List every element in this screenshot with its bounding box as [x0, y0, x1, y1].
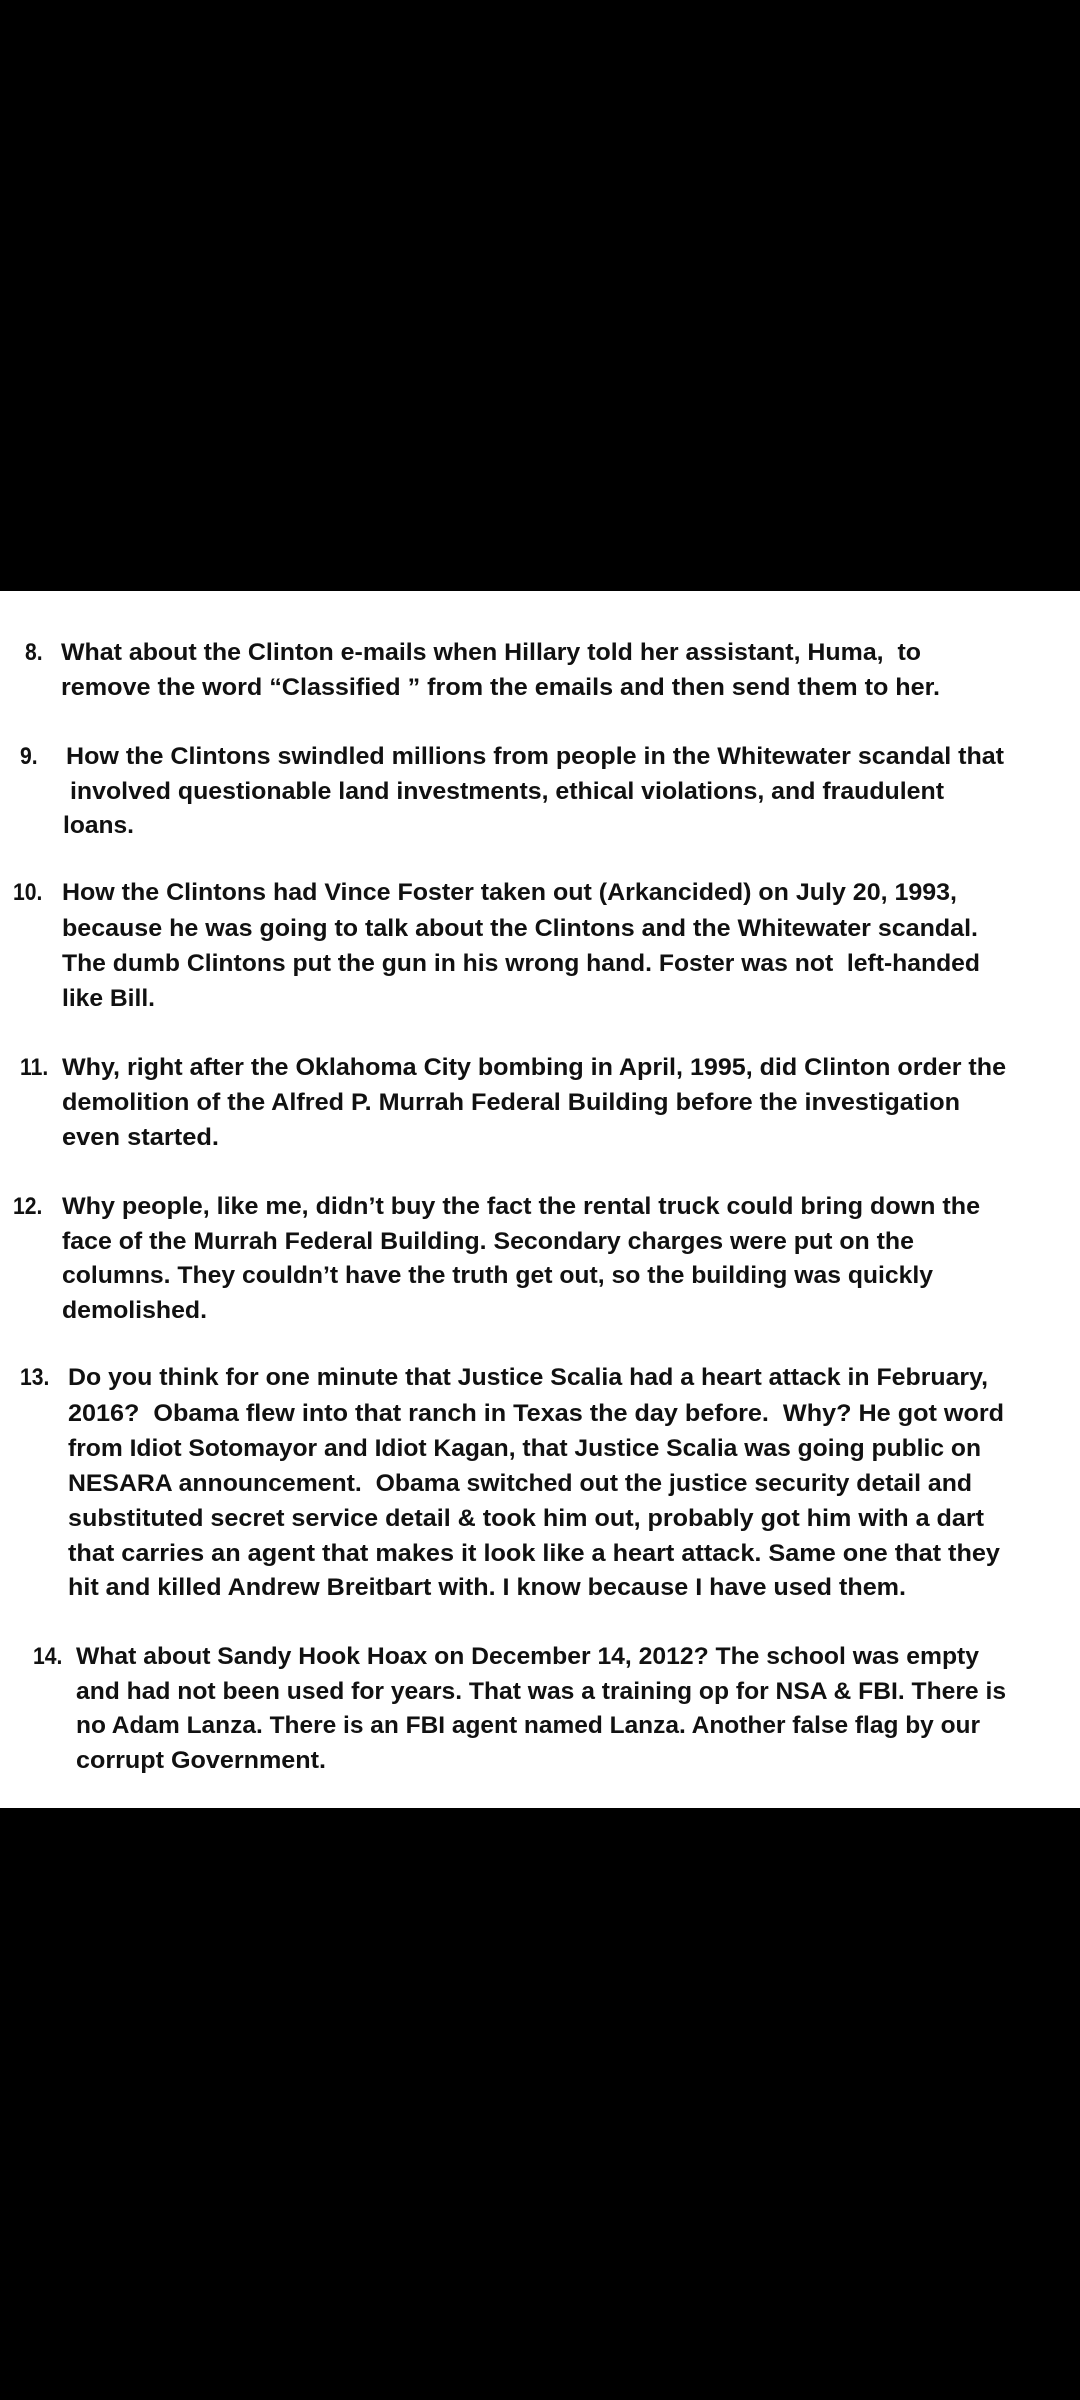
item-text-line: involved questionable land investments, ethical violations, and fraudulent — [70, 778, 945, 805]
bottom-black-area — [0, 1808, 1080, 2400]
item-text-line: loans. — [63, 812, 135, 839]
item-text-line: remove the word “Classified ” from the emails and then send them to her. — [61, 674, 941, 701]
item-number: 11. — [20, 1054, 49, 1081]
item-text-line: corrupt Government. — [76, 1747, 326, 1774]
item-text-line: like Bill. — [62, 985, 155, 1012]
document-page — [0, 591, 1080, 1808]
item-text-line: demolition of the Alfred P. Murrah Federal Building before the investigation — [62, 1089, 961, 1116]
item-text-line: demolished. — [62, 1297, 208, 1324]
item-number: 14. — [33, 1643, 63, 1670]
item-text-line: 2016? Obama flew into that ranch in Texas the day before. Why? He got word — [68, 1400, 1005, 1427]
item-text-line: Why people, like me, didn’t buy the fact the rental truck could bring down the — [62, 1193, 981, 1220]
item-number: 9. — [20, 743, 38, 770]
item-text-line: The dumb Clintons put the gun in his wrong hand. Foster was not left-handed — [62, 950, 981, 977]
item-number: 8. — [25, 639, 43, 666]
item-text-line: that carries an agent that makes it look like a heart attack. Same one that they — [68, 1540, 1000, 1567]
item-number: 13. — [20, 1364, 50, 1391]
item-text-line: and had not been used for years. That was a training op for NSA & FBI. There is — [76, 1678, 1007, 1705]
item-text-line: no Adam Lanza. There is an FBI agent named Lanza. Another false flag by our — [76, 1712, 981, 1739]
item-text-line: because he was going to talk about the Clintons and the Whitewater scandal. — [62, 915, 978, 942]
item-number: 10. — [13, 879, 43, 906]
item-text-line: What about Sandy Hook Hoax on December 14, 2012? The school was empty — [76, 1643, 980, 1670]
item-text-line: Why, right after the Oklahoma City bombing in April, 1995, did Clinton order the — [62, 1054, 1007, 1081]
item-text-line: from Idiot Sotomayor and Idiot Kagan, that Justice Scalia was going public on — [68, 1435, 982, 1462]
item-text-line: even started. — [62, 1124, 220, 1151]
item-text-line: What about the Clinton e-mails when Hillary told her assistant, Huma, to — [61, 639, 921, 666]
item-text-line: hit and killed Andrew Breitbart with. I know because I have used them. — [68, 1574, 907, 1601]
item-text-line: Do you think for one minute that Justice Scalia had a heart attack in February, — [68, 1364, 988, 1391]
item-text-line: columns. They couldn’t have the truth get out, so the building was quickly — [62, 1262, 934, 1289]
item-text-line: How the Clintons had Vince Foster taken out (Arkancided) on July 20, 1993, — [62, 879, 957, 906]
item-text-line: face of the Murrah Federal Building. Secondary charges were put on the — [62, 1228, 914, 1255]
top-black-area — [0, 0, 1080, 591]
item-text-line: substituted secret service detail & took him out, probably got him with a dart — [68, 1505, 985, 1532]
item-number: 12. — [13, 1193, 43, 1220]
item-text-line: NESARA announcement. Obama switched out the justice security detail and — [68, 1470, 973, 1497]
item-text-line: How the Clintons swindled millions from people in the Whitewater scandal that — [66, 743, 1005, 770]
